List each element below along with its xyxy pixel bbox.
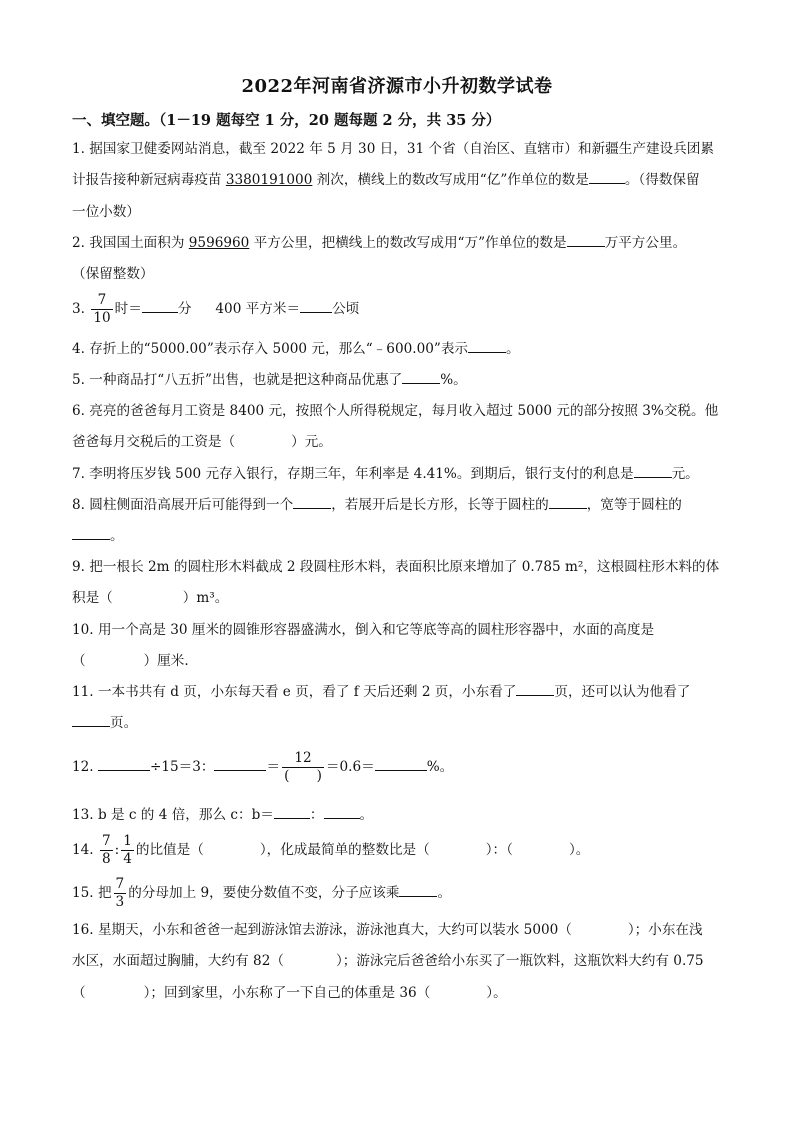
q7-line: 7. 李明将压岁钱 500 元存入银行，存期三年，年利率是 4.41%。到期后，银行支付的利息是 元。 bbox=[72, 466, 699, 482]
q14-line: 14. $\frac{7}{8}$ : $\frac{1}{4}$ 的比值是（ ），化成最简单的整数比是（ ）：（ ）。 bbox=[72, 833, 590, 867]
answer-blank[interactable] bbox=[72, 714, 110, 727]
answer-blank[interactable] bbox=[589, 171, 625, 184]
answer-blank[interactable] bbox=[274, 806, 310, 819]
answer-blank[interactable] bbox=[549, 496, 587, 509]
answer-blank[interactable] bbox=[375, 758, 427, 771]
answer-blank[interactable] bbox=[468, 340, 506, 353]
answer-blank[interactable] bbox=[567, 234, 605, 247]
fraction-12-paren: $\frac{12}{( )}$ bbox=[284, 750, 322, 784]
answer-blank[interactable] bbox=[293, 496, 331, 509]
q4-line: 4. 存折上的“5000.00”表示存入 5000 元，那么“﹣600.00”表示 。 bbox=[72, 341, 520, 357]
q9-line1: 9. 把一根长 2m 的圆柱形木料截成 2 段圆柱形木料，表面积比原来增加了 0.785 m²，这根圆柱形木料的体 bbox=[72, 559, 720, 575]
fraction-1-4: $\frac{1}{4}$ bbox=[123, 833, 132, 867]
page-title: 2022年河南省济源市小升初数学试卷 bbox=[241, 76, 553, 97]
answer-blank[interactable] bbox=[72, 527, 110, 540]
q16-line1: 16. 星期天，小东和爸爸一起到游泳馆去游泳，游泳池真大，大约可以装水 5000（ ）；小东在浅 bbox=[72, 922, 703, 938]
q12-line: 12. ÷15＝3： ＝ $\frac{12}{( )}$ ＝0.6＝ %。 bbox=[72, 750, 454, 784]
fraction-7-3: $\frac{7}{3}$ bbox=[115, 876, 125, 910]
q3-line: 3. $\frac{7}{10}$ 时＝ 分 400 平方米＝ 公顷 bbox=[72, 292, 360, 326]
q1-line3: 一位小数） bbox=[72, 204, 140, 220]
answer-blank[interactable] bbox=[634, 465, 672, 478]
answer-blank[interactable] bbox=[324, 806, 360, 819]
fraction-7-10: $\frac{7}{10}$ bbox=[93, 292, 111, 326]
q5-line: 5. 一种商品打“八五折”出售，也就是把这种商品优惠了 %。 bbox=[72, 372, 467, 388]
q1-line2: 计报告接种新冠病毒疫苗 3380191000 剂次，横线上的数改写成用“亿”作单位的数是 。（得数保留 bbox=[72, 172, 700, 188]
q16-line2: 水区，水面超过胸脯，大约有 82（ ）；游泳完后爸爸给小东买了一瓶饮料，这瓶饮料大约有 0.75 bbox=[72, 953, 704, 969]
q2-line1: 2. 我国国土面积为 9596960 平方公里，把横线上的数改写成用“万”作单位的数是 万平方公里。 bbox=[72, 235, 687, 251]
q10-line1: 10. 用一个高是 30 厘米的圆锥形容器盛满水，倒入和它等底等高的圆柱形容器中，水面的高度是 bbox=[72, 622, 655, 638]
q13-line: 13. b 是 c 的 4 倍，那么 c：b＝ ： 。 bbox=[72, 807, 374, 823]
q8-line1: 8. 圆柱侧面沿高展开后可能得到一个 ，若展开后是长方形，长等于圆柱的 ，宽等于圆柱的 bbox=[72, 497, 682, 513]
underlined-number: 9596960 bbox=[188, 235, 250, 251]
answer-blank[interactable] bbox=[402, 371, 440, 384]
q10-line2: （ ）厘米. bbox=[72, 653, 189, 669]
q16-line3: （ ）；回到家里，小东称了一下自己的体重是 36（ ）。 bbox=[72, 985, 507, 1001]
answer-blank[interactable] bbox=[516, 683, 554, 696]
q6-line2: 爸爸每月交税后的工资是（ ）元。 bbox=[72, 434, 332, 450]
q9-line2: 积是（ ）m³。 bbox=[72, 590, 229, 606]
fraction-7-8: $\frac{7}{8}$ bbox=[101, 833, 111, 867]
answer-blank[interactable] bbox=[399, 884, 437, 897]
q8-line2: 。 bbox=[72, 527, 124, 545]
answer-blank[interactable] bbox=[98, 758, 150, 771]
q11-line2: 页。 bbox=[72, 714, 137, 732]
q2-line2: （保留整数） bbox=[72, 266, 154, 282]
q11-line1: 11. 一本书共有 d 页，小东每天看 e 页，看了 f 天后还剩 2 页，小东看了 页，还可以认为他看了 bbox=[72, 684, 691, 700]
answer-blank[interactable] bbox=[142, 300, 178, 313]
section-heading: 一、填空题。（1－19 题每空 1 分，20 题每题 2 分，共 35 分） bbox=[72, 112, 501, 129]
q1-line1: 1. 据国家卫健委网站消息，截至 2022 年 5 月 30 日，31 个省（自治区、直辖市）和新疆生产建设兵团累 bbox=[72, 141, 714, 157]
q15-line: 15. 把 $\frac{7}{3}$ 的分母加上 9，要使分数值不变，分子应该乘 。 bbox=[72, 876, 452, 910]
answer-blank[interactable] bbox=[300, 300, 332, 313]
underlined-number: 3380191000 bbox=[225, 172, 313, 188]
q6-line1: 6. 亮亮的爸爸每月工资是 8400 元，按照个人所得税规定，每月收入超过 5000 元的部分按照 3%交税。他 bbox=[72, 403, 719, 419]
answer-blank[interactable] bbox=[214, 758, 266, 771]
